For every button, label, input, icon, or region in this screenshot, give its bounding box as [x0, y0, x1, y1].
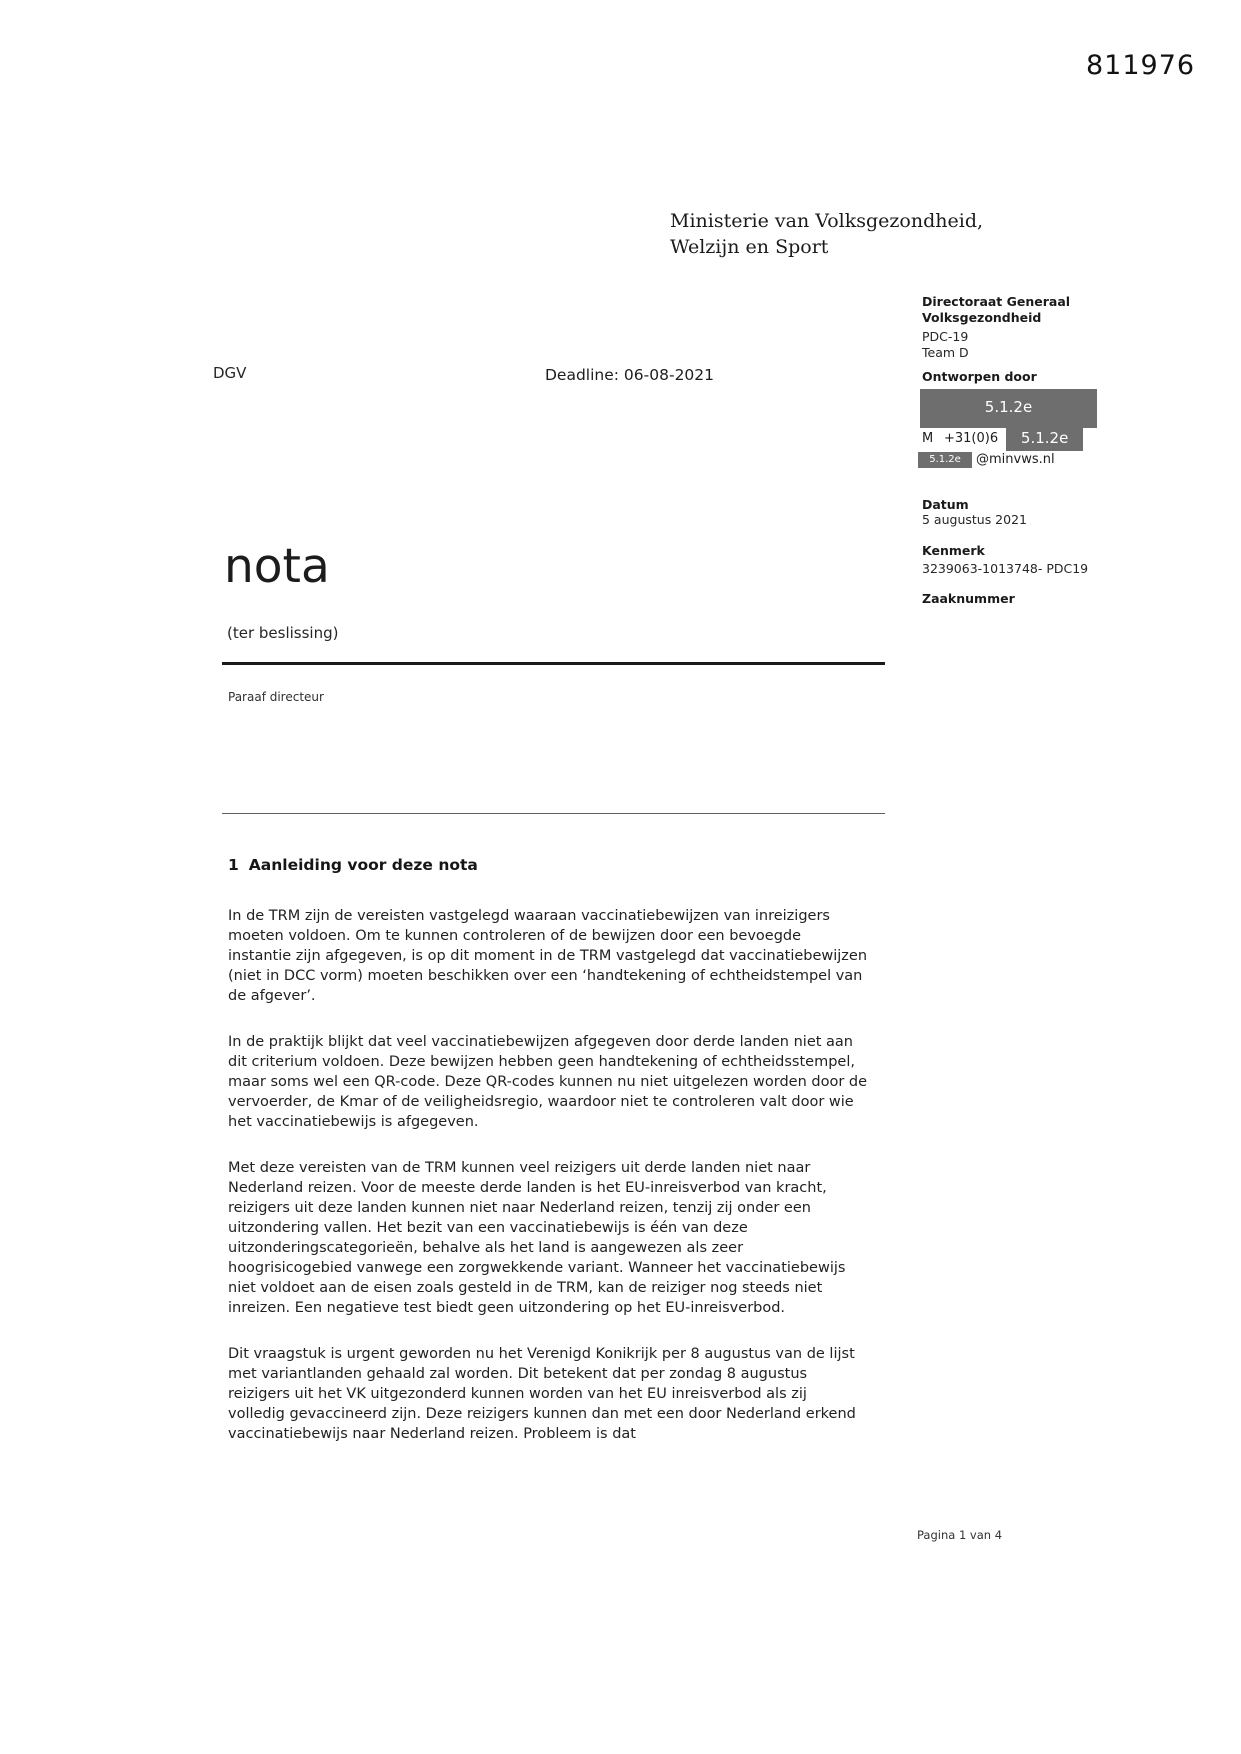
section-divider-rule [222, 813, 885, 814]
body-paragraph: In de TRM zijn de vereisten vastgelegd waaraan vaccinatiebewijzen van inreizigers moeten voldoen. Om te kunnen controleren of de bewijzen door een bevoegde instantie zijn afgegeven, is op dit moment in de TRM vastgelegd dat vaccinatiebewijzen (niet in DCC vorm) moeten beschikken over een ‘handtekening of echtheidstempel van de afgever’. [228, 908, 868, 1004]
ministry-name-line1: Ministerie van Volksgezondheid, [670, 210, 984, 232]
date-label: Datum [922, 496, 969, 512]
deadline-text: Deadline: 06-08-2021 [545, 366, 715, 384]
phone-type-label: M [922, 431, 934, 447]
phone-line [922, 428, 1122, 451]
ministry-name-line2: Welzijn en Sport [670, 236, 829, 258]
org-unit-label: DGV [213, 364, 247, 382]
directorate-line2: Volksgezondheid [922, 309, 1042, 325]
email-line [922, 451, 1122, 469]
designed-by-label: Ontworpen door [922, 369, 1037, 384]
section-heading [228, 856, 868, 874]
reference-label: Kenmerk [922, 542, 985, 558]
metadata-sidebar [922, 294, 1122, 606]
reference-value: 3239063-1013748- PDC19 [922, 561, 1089, 576]
email-domain: @minvws.nl [976, 451, 1055, 467]
section-number: 1 [228, 856, 239, 874]
sub-unit: PDC-19 [922, 329, 969, 344]
ministry-wordmark [670, 208, 983, 260]
case-number-label: Zaaknummer [922, 590, 1015, 606]
body-paragraph: Dit vraagstuk is urgent geworden nu het Verenigd Konikrijk per 8 augustus van de lijst met variantlanden gehaald zal worden. Dit betekent dat per zondag 8 augustus reizigers uit het VK uitgezonderd kunnen worden van het EU inreisverbod als zij volledig gevaccineerd zijn. Deze reizigers kunnen dan met een door Nederland erkend vaccinatiebewijs naar Nederland reizen. Probleem is dat [228, 1346, 856, 1442]
body-column [228, 856, 868, 1444]
team: Team D [922, 344, 969, 360]
directorate-line1: Directoraat Generaal [922, 294, 1071, 309]
document-subtitle: (ter beslissing) [227, 624, 339, 642]
section-title: Aanleiding voor deze nota [248, 856, 478, 874]
signature-line-label: Paraaf directeur [228, 690, 324, 704]
body-paragraph: Met deze vereisten van de TRM kunnen veel reizigers uit derde landen niet naar Nederland reizen. Voor de meeste derde landen is het EU-inreisverbod van kracht, reizigers uit deze landen kunnen niet naar Nederland reizen, tenzij zij onder een uitzondering vallen. Het bezit van een vaccinatiebewijs is één van deze uitzonderingscategorieën, behalve als het land is aangewezen als zeer hoogrisicogebied vanwege een zorgwekkende variant. Wanneer het vaccinatiebewijs niet voldoet aan de eisen zoals gesteld in de TRM, kan de reiziger nog steeds niet inreizen. Een negatieve test biedt geen uitzondering op het EU-inreisverbod. [228, 1160, 846, 1316]
phone-prefix: +31(0)6 [944, 431, 999, 447]
redaction-box-phone: 5.1.2e [1006, 428, 1083, 451]
redaction-box-author: 5.1.2e [920, 389, 1097, 428]
title-rule [222, 662, 885, 665]
document-title: nota [224, 539, 330, 594]
body-paragraph: In de praktijk blijkt dat veel vaccinatiebewijzen afgegeven door derde landen niet aan dit criterium voldoen. Deze bewijzen hebben geen handtekening of echtheidsstempel, maar soms wel een QR-code. Deze QR-codes kunnen nu niet uitgelezen worden door de vervoerder, de Kmar of de veiligheidsregio, waardoor niet te controleren valt door wie het vaccinatiebewijs is afgegeven. [228, 1034, 868, 1130]
scan-number: 811976 [1086, 50, 1196, 81]
page-footer: Pagina 1 van 4 [917, 1528, 1003, 1542]
date-value: 5 augustus 2021 [922, 512, 1027, 527]
redaction-box-email: 5.1.2e [918, 452, 972, 468]
